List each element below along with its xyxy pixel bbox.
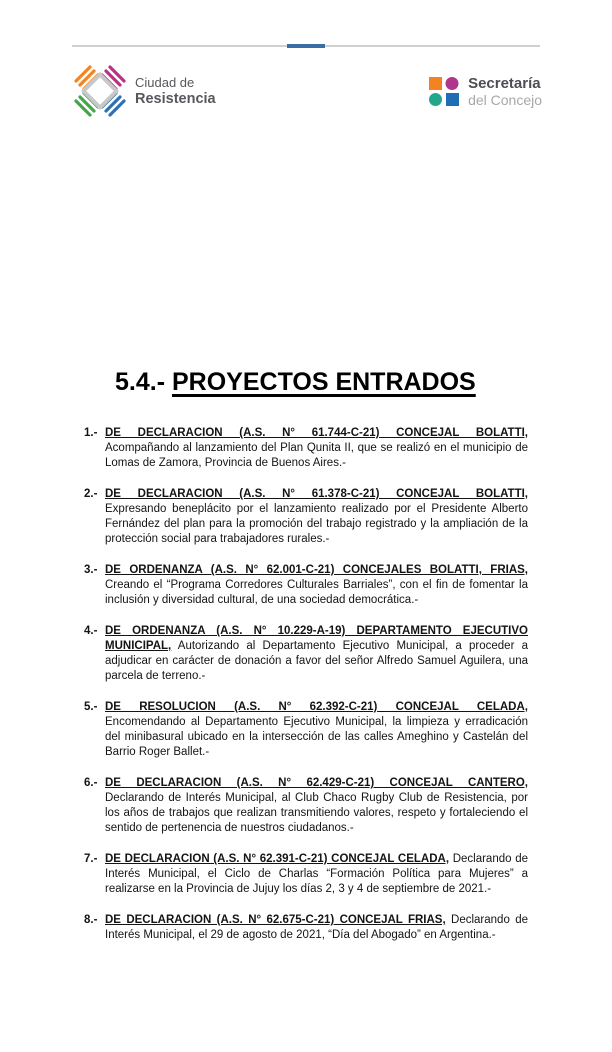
list-item [84,563,528,608]
resistencia-logo-text [135,75,216,108]
resistencia-logo [74,65,216,117]
item-body: Expresando beneplácito por el lanzamiento realizado por el Presidente Alberto Fernández del plan para la promoción del trabajo registrado y la ampliación de la protección social para trabajadores rurales.- [105,503,528,545]
item-paragraph [105,426,528,471]
item-heading: DE DECLARACION (A.S. N° 61.378-C-21) CONCEJAL BOLATTI, [105,488,528,500]
page-title [115,368,612,397]
item-number: 8.- [84,914,98,926]
concejo-logo-line2: del Concejo [468,91,542,108]
item-heading: DE DECLARACION (A.S. N° 62.391-C-21) CONCEJAL CELADA, [105,853,450,865]
header-logos [74,65,542,117]
item-number: 3.- [84,564,98,576]
item-paragraph [105,913,528,943]
resistencia-logo-line2: Resistencia [135,90,216,107]
item-heading: DE DECLARACION (A.S. N° 61.744-C-21) CONCEJAL BOLATTI, [105,427,528,439]
item-paragraph [105,776,528,836]
document-page [0,44,612,1052]
list-item [84,852,528,897]
item-paragraph [105,563,528,608]
item-number: 5.- [84,701,98,713]
item-number: 4.- [84,625,98,637]
list-item [84,913,528,943]
item-number: 7.- [84,853,98,865]
item-heading: DE RESOLUCION (A.S. N° 62.392-C-21) CONCEJAL CELADA, [105,701,528,713]
header-rule-accent [287,44,325,48]
concejo-logo-line1: Secretaría [468,74,541,92]
section-title-text: PROYECTOS ENTRADOS [171,368,476,396]
item-body: Creando el “Programa Corredores Culturales Barriales”, con el fin de fomentar la inclusión y diversidad cultural, de una sociedad democrática.- [105,579,528,606]
concejo-logo [429,75,542,108]
list-item [84,426,528,471]
list-item [84,700,528,760]
item-number: 6.- [84,777,98,789]
section-number: 5.4.- [115,368,166,396]
list-item [84,487,528,547]
item-body: Encomendando al Departamento Ejecutivo Municipal, la limpieza y erradicación del minibasural ubicado en la intersección de las calles Ameghino y Castelán del Barrio Roger Ballet.- [105,716,528,758]
item-body: Declarando de Interés Municipal, al Club Chaco Rugby Club de Resistencia, por los años de trabajos que realizan transmitiendo valores, respeto y fortaleciendo el sentido de pertenencia de nuestros ciudadanos.- [105,792,528,834]
item-heading: DE DECLARACION (A.S. N° 62.429-C-21) CONCEJAL CANTERO, [105,777,528,789]
resistencia-logo-line1: Ciudad de [135,74,195,90]
item-heading: DE ORDENANZA (A.S. N° 62.001-C-21) CONCEJALES BOLATTI, FRIAS, [105,564,528,576]
projects-list [84,426,528,943]
item-body: Acompañando al lanzamiento del Plan Qunita II, que se realizó en el municipio de Lomas de Zamora, Provincia de Buenos Aires.- [105,442,528,469]
item-heading: DE ORDENANZA (A.S. N° 10.229-A-19) DEPARTAMENTO EJECUTIVO MUNICIPAL, [105,625,528,652]
item-body: Declarando de Interés Municipal, el Ciclo de Charlas “Formación Política para Mujeres” a realizarse en la Provincia de Jujuy los días 2, 3 y 4 de septiembre de 2021.- [105,853,528,895]
header-rule [72,44,540,48]
item-paragraph [105,624,528,684]
item-body: Autorizando al Departamento Ejecutivo Municipal, a proceder a adjudicar en carácter de donación a favor del señor Alfredo Samuel Aguilera, una parcela de terreno.- [105,640,528,682]
item-paragraph [105,700,528,760]
list-item [84,776,528,836]
item-paragraph [105,852,528,897]
item-body: Declarando de Interés Municipal, el 29 de agosto de 2021, “Día del Abogado” en Argentina.- [105,914,528,941]
item-heading: DE DECLARACION (A.S. N° 62.675-C-21) CONCEJAL FRIAS, [105,914,446,926]
item-paragraph [105,487,528,547]
list-item [84,624,528,684]
concejo-logo-text [468,75,542,108]
item-number: 1.- [84,427,98,439]
resistencia-diamond-icon [74,65,126,117]
concejo-shapes-icon [429,76,460,107]
item-number: 2.- [84,488,98,500]
